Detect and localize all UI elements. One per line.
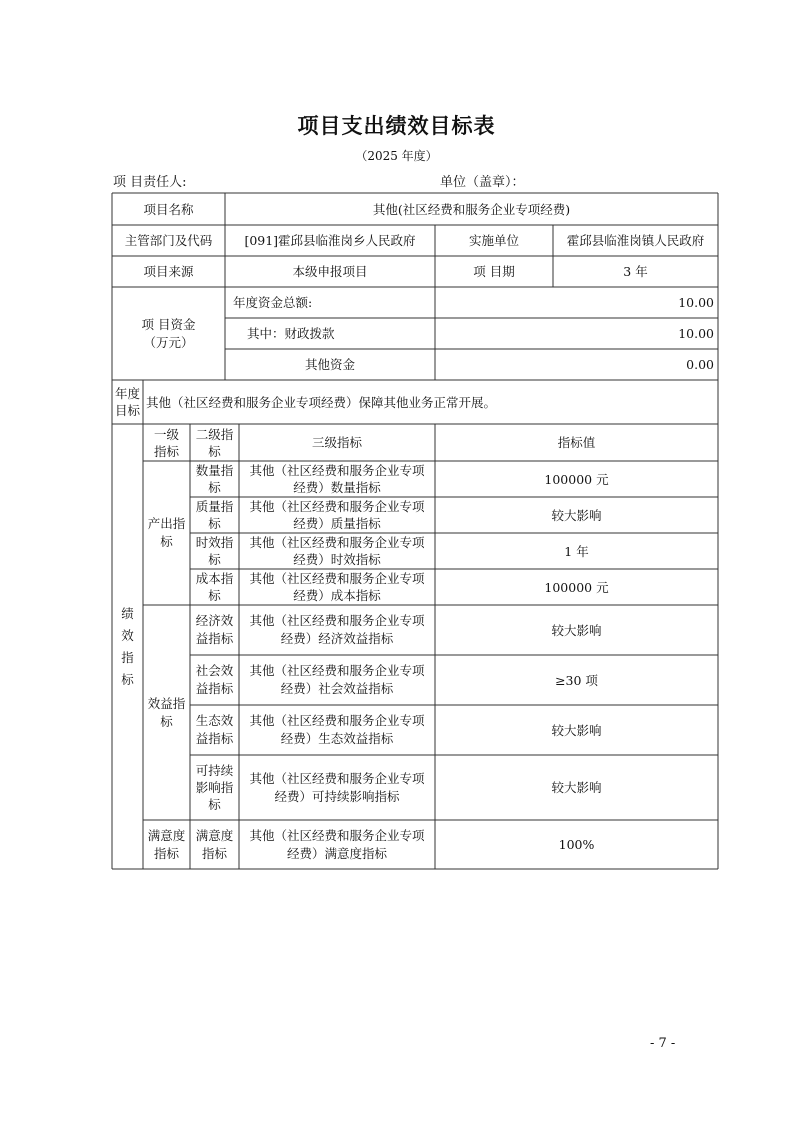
- table-row-level3: [239, 755, 435, 820]
- page-number: - 7 -: [650, 1036, 676, 1051]
- row1-l3-line1: 其他（社区经费和服务企业专项: [249, 499, 425, 514]
- row2-l3-line2: 经费）时效指标: [293, 552, 381, 567]
- row5-l2-line2: 益指标: [195, 681, 234, 696]
- source-label: 项目来源: [143, 264, 194, 279]
- row0-l3-line2: 经费）数量指标: [293, 480, 381, 495]
- fiscal-funds-label: 其中：财政拨款: [247, 326, 335, 341]
- performance-indicators-label: [112, 424, 143, 869]
- row3-l2-line1: 成本指: [195, 571, 234, 586]
- row5-l3-line2: 经费）社会效益指标: [280, 681, 394, 696]
- row6-l2-line2: 益指标: [195, 731, 234, 746]
- table-row-value: 100000 元: [544, 471, 609, 487]
- group-benefit-line2: 标: [160, 713, 173, 729]
- row7-l2-line1: 可持续: [195, 763, 234, 778]
- row2-l2-line1: 时效指: [195, 535, 234, 550]
- period-label: 项 目期: [473, 264, 515, 279]
- table-row-level3: [239, 605, 435, 655]
- fiscal-funds-value: 10.00: [678, 326, 714, 341]
- row7-l3-line2: 经费）可持续影响指标: [274, 788, 400, 804]
- header-level2: [190, 424, 239, 461]
- responsible-person-label: 项 目责任人:: [113, 175, 187, 190]
- table-row-level2: [190, 569, 239, 605]
- impl-unit-label: 实施单位: [468, 233, 519, 248]
- row5-l3-line1: 其他（社区经费和服务企业专项: [249, 663, 425, 678]
- table-row-value: 100000 元: [544, 579, 609, 595]
- side-char-4: 标: [121, 671, 134, 687]
- other-funds-label: 其他资金: [304, 357, 355, 372]
- table-row-level3: [239, 705, 435, 755]
- row0-l2-line2: 标: [208, 480, 221, 495]
- row1-l3-line2: 经费）质量指标: [293, 516, 381, 531]
- unit-seal-label: 单位（盖章）：: [440, 175, 525, 190]
- dept-label: 主管部门及代码: [124, 233, 213, 248]
- table-row-value: 较大影响: [551, 507, 602, 523]
- annual-goal-label: [112, 380, 143, 424]
- side-char-2: 效: [121, 627, 134, 643]
- table-row-level3: [239, 569, 435, 605]
- group-satisfaction-line1: 满意度: [147, 827, 186, 843]
- year-subtitle: （2025 年度）: [355, 149, 438, 163]
- annual-goal-label-line1: 年度: [114, 386, 140, 401]
- table-row-level2: [190, 820, 239, 869]
- table-row-level3: [239, 533, 435, 569]
- table-row-level2: [190, 655, 239, 705]
- project-name-value: 其他(社区经费和服务企业专项经费): [372, 201, 571, 217]
- total-funds-value: 10.00: [678, 295, 714, 310]
- row2-l2-line2: 标: [208, 552, 221, 567]
- dept-value: [091]霍邱县临淮岗乡人民政府: [244, 233, 416, 248]
- row3-l2-line2: 标: [208, 588, 221, 603]
- group-output-line1: 产出指: [147, 516, 186, 531]
- table-row-value: 较大影响: [551, 722, 602, 738]
- row5-l2-line1: 社会效: [195, 663, 234, 678]
- header-level3: 三级指标: [311, 435, 362, 450]
- header-level2-line2: 标: [208, 443, 221, 459]
- row8-l2-line2: 指标: [201, 845, 227, 861]
- annual-goal-text: 其他（社区经费和服务企业专项经费）保障其他业务正常开展。: [146, 394, 497, 410]
- group-satisfaction: [143, 820, 190, 869]
- funds-label: [112, 287, 225, 380]
- impl-unit-value: 霍邱县临淮岗镇人民政府: [566, 233, 705, 248]
- funds-label-line2: （万元）: [143, 334, 194, 350]
- table-row-value: ≥30 项: [555, 672, 598, 688]
- group-benefit-line1: 效益指: [147, 695, 186, 711]
- annual-goal-label-line2: 目标: [114, 403, 140, 418]
- header-level1: [143, 424, 190, 461]
- table-row-level2: [190, 461, 239, 497]
- page-title: 项目支出绩效目标表: [297, 113, 496, 138]
- row3-l3-line1: 其他（社区经费和服务企业专项: [249, 571, 425, 586]
- row2-l3-line1: 其他（社区经费和服务企业专项: [249, 535, 425, 550]
- table-row-level3: [239, 497, 435, 533]
- header-level1-line2: 指标: [153, 443, 179, 459]
- table-row-level2: [190, 755, 239, 820]
- table-row-level2: [190, 705, 239, 755]
- table-row-value: 较大影响: [551, 780, 602, 795]
- row7-l2-line2: 影响指: [195, 780, 234, 795]
- header-indicator-value: 指标值: [557, 435, 596, 450]
- side-char-3: 指: [121, 649, 134, 665]
- group-satisfaction-line2: 指标: [153, 845, 179, 861]
- table-row-value: 1 年: [564, 543, 589, 559]
- row0-l3-line1: 其他（社区经费和服务企业专项: [249, 463, 425, 478]
- table-row-value: 较大影响: [551, 622, 602, 638]
- header-level1-line1: 一级: [153, 426, 179, 442]
- row6-l3-line2: 经费）生态效益指标: [280, 731, 394, 746]
- other-funds-value: 0.00: [686, 357, 714, 372]
- table-row-level3: [239, 461, 435, 497]
- period-value: 3 年: [623, 264, 648, 279]
- table-row-level2: [190, 605, 239, 655]
- source-value: 本级申报项目: [292, 264, 368, 279]
- project-name-label: 项目名称: [143, 201, 194, 217]
- row8-l2-line1: 满意度: [195, 827, 234, 843]
- row6-l2-line1: 生态效: [195, 713, 234, 728]
- table-row-level2: [190, 533, 239, 569]
- total-funds-label: 年度资金总额:: [233, 295, 313, 310]
- group-output-line2: 标: [160, 534, 173, 549]
- table-row-value: 100%: [558, 837, 595, 852]
- row7-l3-line1: 其他（社区经费和服务企业专项: [249, 770, 425, 786]
- row8-l3-line2: 经费）满意度指标: [286, 845, 387, 861]
- row6-l3-line1: 其他（社区经费和服务企业专项: [249, 713, 425, 728]
- row3-l3-line2: 经费）成本指标: [293, 588, 381, 603]
- row1-l2-line1: 质量指: [195, 499, 234, 514]
- row4-l3-line2: 经费）经济效益指标: [280, 631, 394, 646]
- group-benefit: [143, 605, 190, 820]
- group-output: [143, 461, 190, 605]
- row4-l3-line1: 其他（社区经费和服务企业专项: [249, 613, 425, 628]
- row8-l3-line1: 其他（社区经费和服务企业专项: [249, 827, 425, 843]
- table-row-level2: [190, 497, 239, 533]
- table-row-level3: [239, 655, 435, 705]
- funds-label-line1: 项 目资金: [141, 316, 196, 332]
- table-row-level3: [239, 820, 435, 869]
- row7-l2-line3: 标: [208, 797, 221, 812]
- side-char-1: 绩: [121, 605, 134, 621]
- row4-l2-line2: 益指标: [195, 631, 234, 646]
- row4-l2-line1: 经济效: [195, 613, 234, 628]
- row1-l2-line2: 标: [208, 516, 221, 531]
- header-level2-line1: 二级指: [195, 426, 234, 442]
- row0-l2-line1: 数量指: [195, 463, 234, 478]
